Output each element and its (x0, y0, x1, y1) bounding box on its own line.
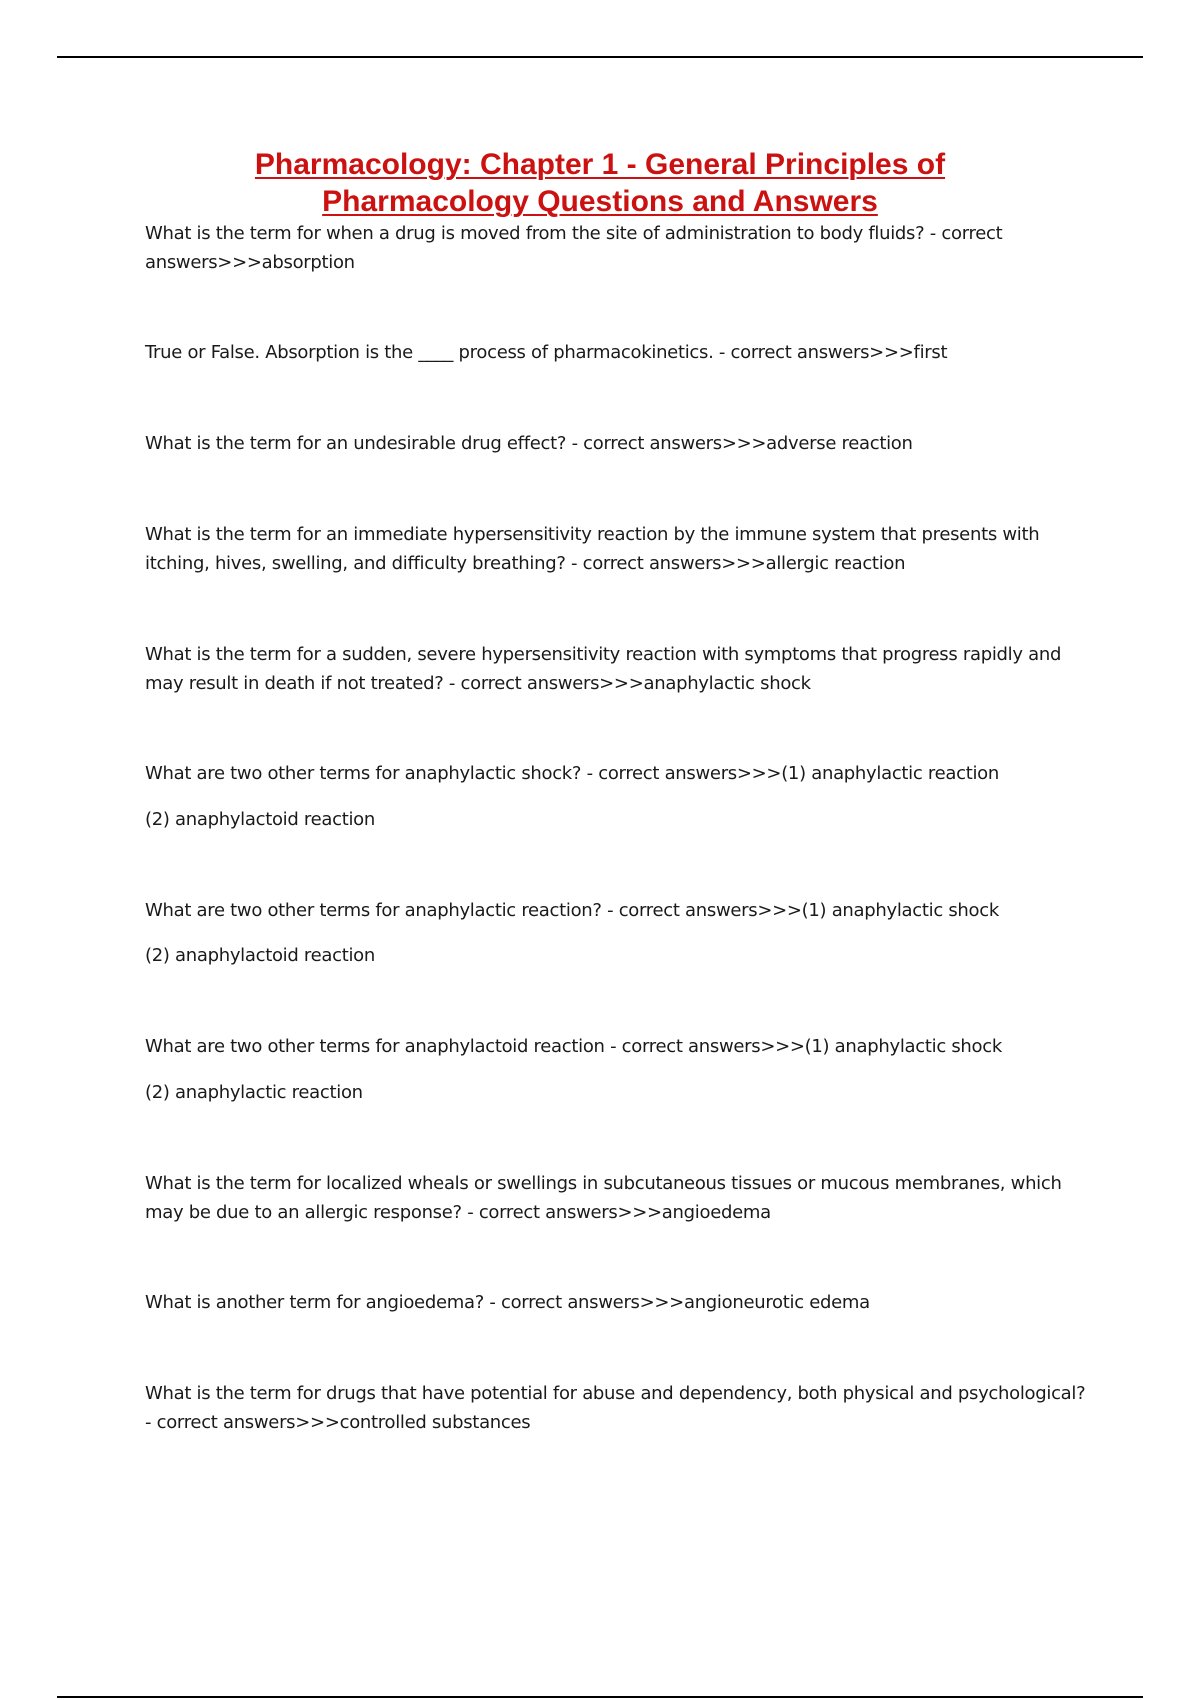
qa-item-allergic-reaction: What is the term for an immediate hypersensitivity reaction by the immune system that presents with itching, hives, swelling, and difficulty breathing? - correct answers>>>allergic reaction (145, 524, 1040, 574)
qa-item-angioedema: What is the term for localized wheals or swellings in subcutaneous tissues or mucous membranes, which may be due to an allergic response? - correct answers>>>angioedema (145, 1173, 1062, 1223)
qa-item-absorption: What is the term for when a drug is moved from the site of administration to body fluids? - correct answers>>>absorption (145, 223, 1003, 273)
qa-item-adverse-reaction: What is the term for an undesirable drug effect? - correct answers>>>adverse reaction (145, 433, 913, 454)
qa-item-controlled-substances: What is the term for drugs that have potential for abuse and dependency, both physical and psychological? - correct answers>>>controlled substances (145, 1383, 1086, 1433)
footer-rule (57, 1696, 1143, 1698)
qa-item-anaphylactoid-reaction-terms-2: (2) anaphylactic reaction (145, 1082, 363, 1103)
qa-item-anaphylactic-reaction-terms-2: (2) anaphylactoid reaction (145, 945, 376, 966)
qa-item-first-process: True or False. Absorption is the ____ process of pharmacokinetics. - correct answers>>>first (145, 342, 948, 363)
qa-item-anaphylactic-reaction-terms: What are two other terms for anaphylactic reaction? - correct answers>>>(1) anaphylactic shock (145, 900, 999, 921)
qa-item-anaphylactoid-reaction-terms: What are two other terms for anaphylactoid reaction - correct answers>>>(1) anaphylactic shock (145, 1036, 1002, 1057)
qa-item-anaphylactic-shock-terms-2: (2) anaphylactoid reaction (145, 809, 376, 830)
qa-item-anaphylactic-shock-terms: What are two other terms for anaphylactic shock? - correct answers>>>(1) anaphylactic reaction (145, 763, 999, 784)
document-title (100, 146, 1100, 220)
title-line-1: Pharmacology: Chapter 1 - General Principles of (254, 148, 946, 181)
qa-item-anaphylactic-shock: What is the term for a sudden, severe hypersensitivity reaction with symptoms that progress rapidly and may result in death if not treated? - correct answers>>>anaphylactic shock (145, 644, 1062, 694)
qa-item-angioneurotic-edema: What is another term for angioedema? - correct answers>>>angioneurotic edema (145, 1292, 870, 1313)
title-line-2: Pharmacology Questions and Answers (322, 185, 878, 218)
header-rule (57, 56, 1143, 58)
